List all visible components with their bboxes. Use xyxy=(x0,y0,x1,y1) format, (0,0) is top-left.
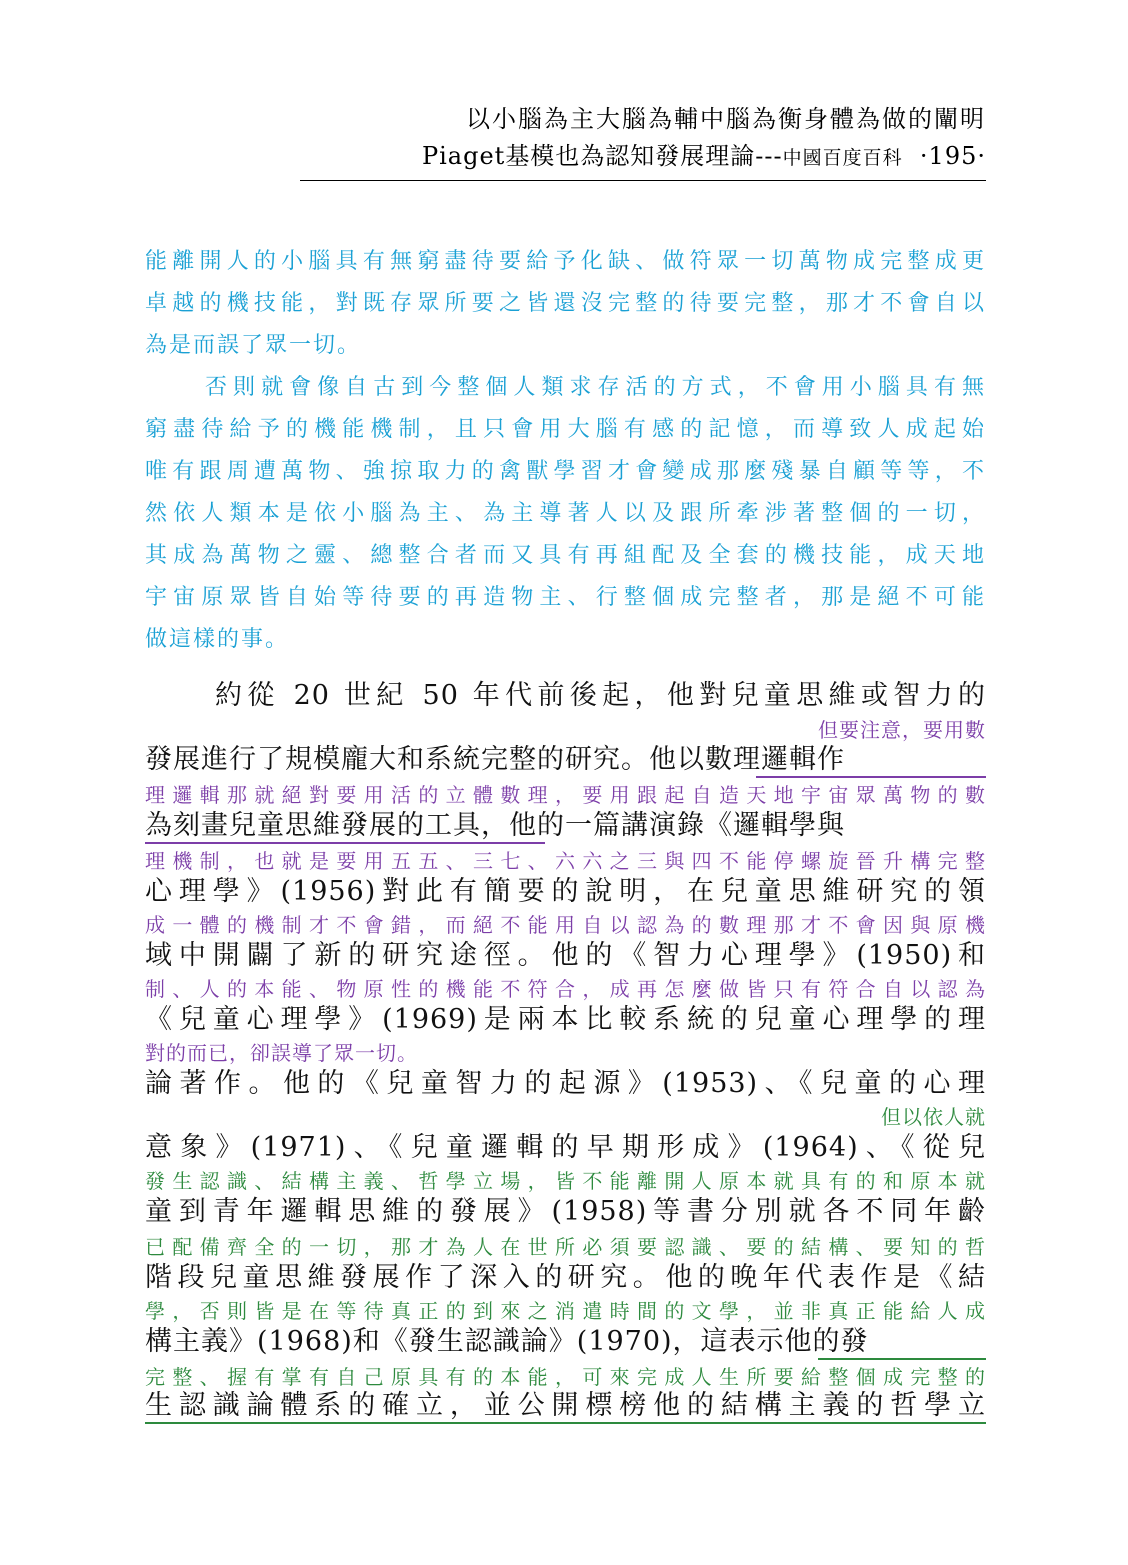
annotation-line: 制、人的本能、物原性的機能不符合，成再怎麼做皆只有符合自以認為 xyxy=(145,977,986,1001)
annotation-line: 已配備齊全的一切，那才為人在世所必須要認識、要的結構、要知的哲 xyxy=(145,1235,986,1259)
cyan-line: 然依人類本是依小腦為主、為主導著人以及跟所牽涉著整個的一切， xyxy=(145,501,986,526)
main-line: 論著作。他的《兒童智力的起源》(1953)、《兒童的心理 xyxy=(145,1068,986,1099)
annotation-line: 成一體的機制才不會錯，而絕不能用自以認為的數理那才不會因與原機 xyxy=(145,913,986,937)
main-line xyxy=(145,806,986,846)
purple-underline xyxy=(145,842,545,844)
main-line: 階段兒童思維發展作了深入的研究。他的晚年代表作是《結 xyxy=(145,1262,986,1293)
main-line: 童到青年邏輯思維的發展》(1958)等書分別就各不同年齡 xyxy=(145,1196,986,1227)
purple-underline xyxy=(756,776,986,778)
cyan-line: 為是而誤了眾一切。 xyxy=(145,333,362,358)
main-line: 意象》(1971)、《兒童邏輯的早期形成》(1964)、《從兒 xyxy=(145,1132,986,1163)
main-text: 發展進行了規模龐大和系統完整的研究。 xyxy=(145,744,649,775)
main-line xyxy=(145,1322,986,1362)
annotation-line: 對的而已，卻誤導了眾一切。 xyxy=(145,1041,418,1065)
header-subtitle-main: Piaget基模也為認知發展理論--- xyxy=(421,142,783,170)
cyan-line: 唯有跟周遭萬物、強掠取力的禽獸學習才會變成那麼殘暴自顧等等，不 xyxy=(145,459,986,484)
main-text: 構主義》(1968)和《發生認識論》(1970)，這 xyxy=(145,1326,729,1357)
cyan-line: 宇宙原眾皆自始等待要的再造物主、行整個成完整者，那是絕不可能 xyxy=(145,585,986,610)
annotation-line: 完整、握有掌有自己原具有的本能，可來完成人生所要給整個成完整的 xyxy=(145,1365,986,1389)
green-underline xyxy=(145,1422,986,1424)
annotation-line: 但要注意，要用數 xyxy=(818,718,986,742)
header-title: 以小腦為主大腦為輔中腦為衡身體為做的闡明 xyxy=(466,105,986,133)
cyan-line: 否則就會像自古到今整個人類求存活的方式，不會用小腦具有無 xyxy=(205,375,986,400)
annotation-line: 理機制，也就是要用五五、三七、六六之三與四不能停螺旋晉升構完整 xyxy=(145,849,986,873)
main-line xyxy=(145,740,986,780)
green-underline xyxy=(818,1358,986,1360)
main-line: 《兒童心理學》(1969)是兩本比較系統的兒童心理學的理 xyxy=(145,1004,986,1035)
main-text: ，他的一篇講演錄《邏輯學與 xyxy=(481,810,845,841)
annotation-line: 但以依人就 xyxy=(881,1105,986,1129)
annotation-line: 發生認識、結構主義、哲學立場，皆不能離開人原本就具有的和原本就 xyxy=(145,1169,986,1193)
page-header xyxy=(300,100,986,181)
main-line: 域中開闢了新的研究途徑。他的《智力心理學》(1950)和 xyxy=(145,940,986,971)
underlined-text: 表示他的發 xyxy=(728,1326,869,1357)
cyan-line: 卓越的機技能，對既存眾所要之皆還沒完整的待要完整，那才不會自以 xyxy=(145,291,986,316)
cyan-line: 做這樣的事。 xyxy=(145,627,290,652)
annotation-line: 理邏輯那就絕對要用活的立體數理，要用跟起自造天地宇宙眾萬物的數 xyxy=(145,783,986,807)
page-number: ·195· xyxy=(919,142,986,170)
cyan-line: 其成為萬物之靈、總整合者而又具有再組配及全套的機技能，成天地 xyxy=(145,543,986,568)
cyan-line: 窮盡待給予的機能機制，且只會用大腦有感的記憶，而導致人成起始 xyxy=(145,417,986,442)
main-line: 心理學》(1956)對此有簡要的說明，在兒童思維研究的領 xyxy=(145,876,986,907)
cyan-line: 能離開人的小腦具有無窮盡待要給予化缺、做符眾一切萬物成完整成更 xyxy=(145,249,986,274)
underlined-text: 為刻畫兒童思維發展的工具 xyxy=(145,810,481,841)
underlined-text: 他以數理邏輯作 xyxy=(649,744,845,775)
header-subtitle-source: 中國百度百科 xyxy=(782,147,903,169)
annotation-line: 學，否則皆是在等待真正的到來之消遣時間的文學，並非真正能給人成 xyxy=(145,1299,986,1323)
main-line: 生認識論體系的確立，並公開標榜他的結構主義的哲學立 xyxy=(145,1390,986,1421)
header-subtitle xyxy=(300,138,986,176)
main-line: 約從 20 世紀 50 年代前後起，他對兒童思維或智力的 xyxy=(215,680,986,711)
